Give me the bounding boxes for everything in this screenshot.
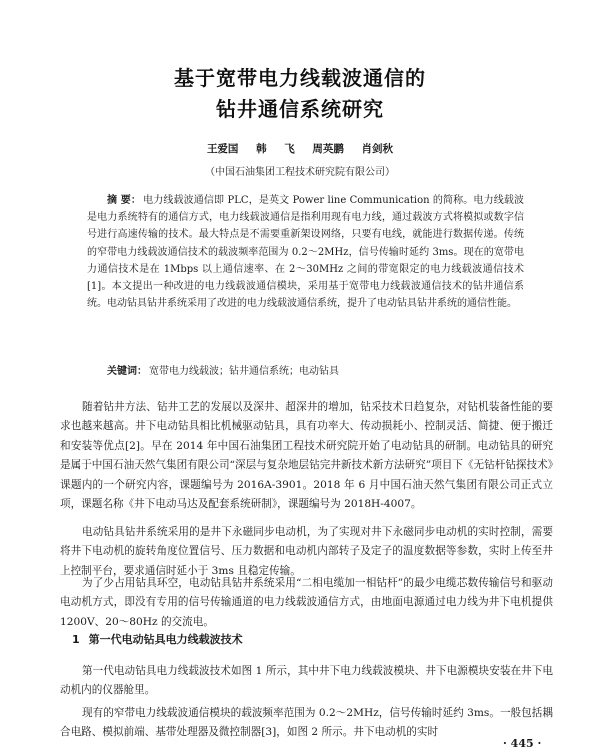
abstract-text: 电力线载波通信即 PLC，是英文 Power line Communication 的简称。电力线载波是电力系统特有的通信方式，电力线载波通信是指利用现有电力线，通过载波方式将模拟或数字信号进行高速传输的技术。最大特点是不需要重新架设网络，只要有电线，就能进行数据传递。传统的窄带电力线载波通信技术的载波频率范围为 0.2～2MHz，信号传输时延约 3ms。现在的宽带电力通信技术是在 1Mbps 以上通信速率、在 2～30MHz 之间的带宽限定的电力线载波通信技术[1]。本文提出一种改进的电力线载波通信模块，采用基于宽带电力线载波通信技术的钻井通信系统。电动钻具钻井系统采用了改进的电力线载波通信系统，提升了电动钻具钻井系统的通信性能。	[87, 195, 524, 310]
affiliation: （中国石油集团工程技术研究院有限公司）	[205, 167, 395, 178]
body-paragraph-3: 为了少占用钻具环空，电动钻具钻井系统采用“二相电缆加一相钻杆”的最少电缆芯数传输信号和驱动电动机方式，即没有专用的信号传输通道的电力线载波通信方式，由地面电源通过电力线为井下电机提供 1200V、20～80Hz 的交流电。	[60, 577, 553, 628]
body-paragraph-2: 电动钻具钻井系统采用的是井下永磁同步电动机，为了实现对井下永磁同步电动机的实时控制，需要将井下电动机的旋转角度位置信号、压力数据和电动机内部转子及定子的温度数据等参数，实时上传至井上控制平台，要求通信时延小于 3ms 且稳定传输。	[60, 526, 553, 577]
abstract	[87, 192, 524, 312]
body-paragraph-1: 随着钻井方法、钻井工艺的发展以及深井、超深井的增加，钻采技术日趋复杂，对钻机装备性能的要求也越来越高。井下电动钻具相比机械驱动钻具，具有功率大、传动损耗小、控制灵活、简捷、便于搬迁和安装等优点[2]。早在 2014 年中国石油集团工程技术研究院开始了电动钻具的研制。电动钻具的研究是属于中国石油天然气集团有限公司“深层与复杂地层钻完井新技术新方法研究”项目下《无钻杆钻探技术》课题内的一个研究内容，课题编号为 2016A-3901。2018 年 6 月中国石油天然气集团有限公司正式立项，课题名称《井下电动马达及配套系统研制》，课题编号为 2018H-4007。	[60, 401, 553, 511]
abstract-label: 摘 要：	[107, 195, 142, 206]
section-heading	[72, 631, 243, 647]
keywords	[87, 363, 524, 380]
author-list: 王爱国 韩 飞 周英鹏 肖剑秋	[206, 143, 394, 155]
keywords-label: 关键词：	[107, 366, 147, 377]
body-paragraph-4: 第一代电动钻具电力线载波技术如图 1 所示，其中井下电力线载波模块、井下电源模块安装在井下电动机内的仪器舱里。	[60, 665, 553, 697]
paper-title-line-2: 钻井通信系统研究	[216, 97, 384, 121]
keywords-text: 宽带电力线载波；钻井通信系统；电动钻具	[149, 366, 339, 377]
section-title: 第一代电动钻具电力线载波技术	[88, 633, 243, 646]
section-number: 1	[72, 633, 80, 646]
page-number: · 445 ·	[503, 737, 542, 750]
body-paragraph-5: 现有的窄带电力线载波通信模块的载波频率范围为 0.2～2MHz，信号传输时延约 3ms。一般包括耦合电路、模拟前端、基带处理器及微控制器[3]，如图 2 所示。井下电动机的实时	[60, 707, 553, 739]
paper-title-line-1: 基于宽带电力线载波通信的	[174, 66, 426, 90]
